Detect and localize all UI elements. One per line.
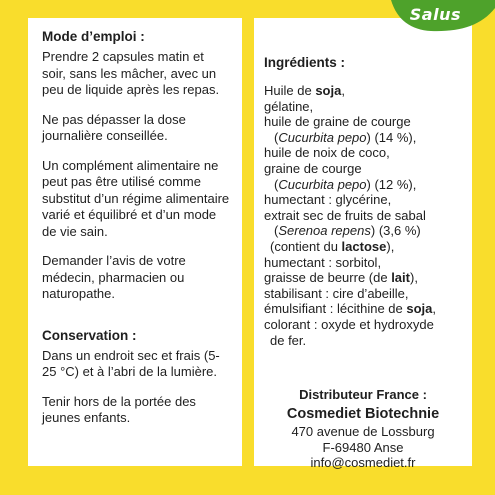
ingredient-line (264, 239, 462, 255)
ingredient-line: (Serenoa repens) (3,6 %) (274, 223, 421, 239)
distributor-address-line: 470 avenue de Lossburg (291, 424, 435, 440)
ingredient-line: graine de courge (264, 160, 362, 176)
ingredient-line: humectant : glycérine, (264, 192, 392, 208)
ingredients-heading: Ingrédients : (264, 55, 346, 70)
ingredient-line: stabilisant : cire d’abeille, (264, 285, 409, 301)
ingredient-text: (14 %), (370, 129, 417, 145)
allergen-text: lactose (341, 238, 387, 254)
latin-name: Cucurbita pepo (278, 176, 367, 192)
distributor-block (264, 386, 462, 471)
ingredient-text: (contient du (270, 238, 342, 254)
usage-panel (28, 18, 242, 466)
allergen-text: soja (315, 83, 342, 98)
mode-emploi-text-2: Ne pas dépasser la dose journalière conseillée. (42, 111, 186, 143)
ingredient-text: ), (386, 238, 395, 254)
distributor-email: info@cosmediet.fr (310, 455, 416, 471)
latin-name: Cucurbita pepo (278, 129, 367, 145)
latin-name: Serenoa repens (278, 223, 371, 239)
distributor-heading: Distributeur France : (299, 387, 427, 403)
mode-emploi-text-3: Un complément alimentaire ne peut pas être utilisé comme substitut d’un régime alimentaire varié et équilibré et d’un mode de vie sain. (42, 157, 230, 239)
ingredient-text: Huile de (264, 83, 316, 98)
conservation-text-1: Dans un endroit sec et frais (5-25 °C) et à l’abri de la lumière. (42, 347, 220, 379)
ingredient-text: (12 %), (370, 176, 417, 192)
ingredient-line: humectant : sorbitol, (264, 254, 382, 270)
allergen-text: lait (391, 270, 410, 286)
ingredient-line (264, 83, 462, 99)
ingredient-text: graisse de beurre (de (264, 270, 392, 286)
ingredients-list (264, 83, 462, 348)
conservation-heading: Conservation : (42, 327, 137, 343)
ingredient-line: de fer. (270, 332, 307, 348)
ingredient-line: (Cucurbita pepo) (14 %), (274, 129, 417, 145)
mode-emploi-text-4: Demander l’avis de votre médecin, pharmacien ou naturopathe. (42, 253, 186, 301)
ingredient-text: émulsifiant : lécithine de (264, 301, 407, 317)
ingredients-panel (254, 18, 472, 471)
ingredient-line: extrait sec de fruits de sabal (264, 207, 426, 223)
ingredient-line (264, 301, 462, 317)
ingredient-line: colorant : oxyde et hydroxyde (264, 316, 434, 332)
logo-text: Salus (409, 5, 461, 24)
allergen-text: soja (406, 301, 433, 317)
mode-emploi-heading: Mode d’emploi : (42, 29, 145, 44)
ingredient-line: huile de noix de coco, (264, 145, 390, 161)
ingredient-line: gélatine, (264, 98, 314, 114)
distributor-company: Cosmediet Biotechnie (286, 406, 440, 423)
ingredient-text: , (341, 83, 345, 98)
ingredient-line: huile de graine de courge (264, 114, 411, 130)
mode-emploi-text-1: Prendre 2 capsules matin et soir, sans les mâcher, avec un peu de liquide après les repas. (42, 49, 220, 97)
ingredient-text: (3,6 %) (375, 223, 421, 239)
ingredient-text: , (432, 301, 436, 317)
ingredient-text: ), (409, 270, 418, 286)
conservation-text-2: Tenir hors de la portée des jeunes enfants. (42, 393, 196, 425)
ingredient-line: (Cucurbita pepo) (12 %), (274, 176, 417, 192)
distributor-city: F-69480 Anse (322, 439, 404, 455)
ingredient-line (264, 270, 462, 286)
